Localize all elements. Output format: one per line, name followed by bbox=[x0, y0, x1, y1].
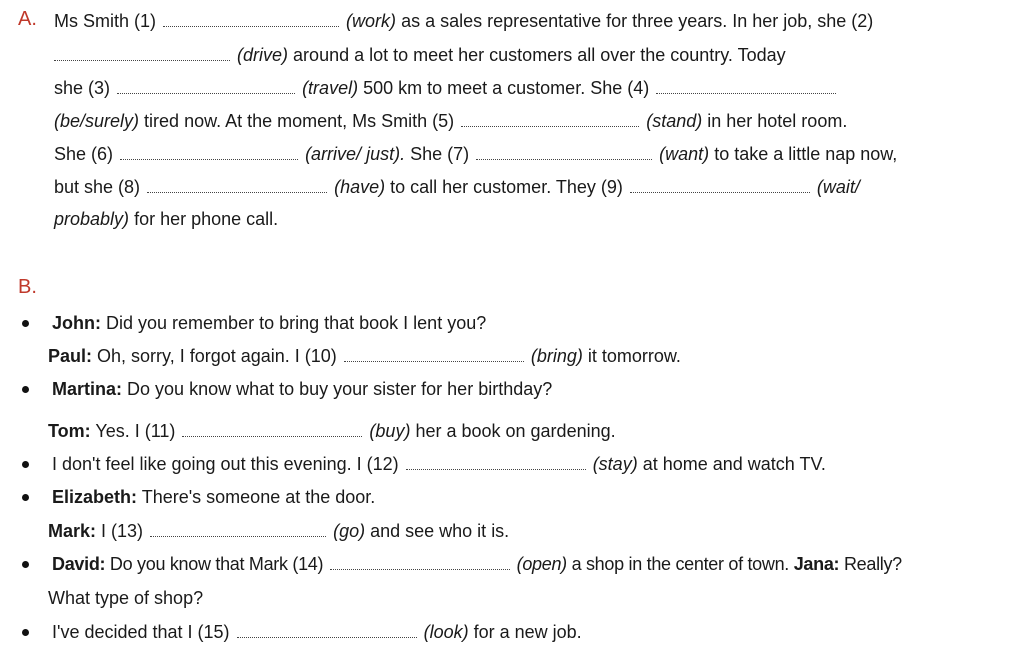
text: Really? bbox=[843, 554, 902, 574]
verb-cue-10: (bring) bbox=[530, 346, 583, 366]
text: Do you know that Mark (14) bbox=[109, 554, 324, 574]
verb-cue-1: (work) bbox=[346, 11, 397, 31]
line-b4 bbox=[52, 486, 375, 508]
blank-5[interactable] bbox=[461, 112, 639, 127]
line-b6 bbox=[52, 621, 582, 643]
text: Did you remember to bring that book I lent you? bbox=[106, 313, 487, 333]
line-b2 bbox=[52, 378, 552, 400]
bullet bbox=[22, 461, 29, 468]
text: Ms Smith (1) bbox=[54, 11, 157, 31]
text: around a lot to meet her customers all over the country. Today bbox=[293, 45, 786, 65]
text: for a new job. bbox=[473, 622, 582, 642]
blank-10[interactable] bbox=[344, 347, 524, 362]
text: she (3) bbox=[54, 78, 111, 98]
line-a2 bbox=[54, 44, 786, 66]
line-b1 bbox=[52, 312, 486, 334]
blank-8[interactable] bbox=[147, 178, 327, 193]
text: to call her customer. They (9) bbox=[390, 177, 623, 197]
line-b3 bbox=[52, 453, 826, 475]
text: in her hotel room. bbox=[707, 111, 848, 131]
text: but she (8) bbox=[54, 177, 141, 197]
text: Oh, sorry, I forgot again. I (10) bbox=[97, 346, 337, 366]
text: 500 km to meet a customer. She (4) bbox=[363, 78, 650, 98]
text: I (13) bbox=[101, 521, 144, 541]
verb-cue-9-cont: probably) bbox=[54, 209, 130, 229]
bullet bbox=[22, 561, 29, 568]
verb-cue-14: (open) bbox=[516, 554, 567, 574]
verb-cue-3: (travel) bbox=[302, 78, 359, 98]
speaker-john: John: bbox=[52, 313, 101, 333]
verb-cue-11: (buy) bbox=[369, 421, 411, 441]
text: I don't feel like going out this evening. I (12) bbox=[52, 454, 399, 474]
verb-cue-15: (look) bbox=[423, 622, 469, 642]
line-b1b bbox=[48, 345, 681, 367]
bullet bbox=[22, 386, 29, 393]
verb-cue-12: (stay) bbox=[592, 454, 638, 474]
verb-cue-8: (have) bbox=[334, 177, 386, 197]
text: What type of shop? bbox=[48, 588, 204, 608]
speaker-elizabeth: Elizabeth: bbox=[52, 487, 138, 507]
verb-cue-7: (want) bbox=[659, 144, 710, 164]
text: it tomorrow. bbox=[587, 346, 681, 366]
text: her a book on gardening. bbox=[415, 421, 616, 441]
verb-cue-13: (go) bbox=[333, 521, 366, 541]
bullet bbox=[22, 494, 29, 501]
line-a7 bbox=[54, 208, 278, 230]
line-b2b bbox=[48, 420, 616, 442]
verb-cue-4: (be/surely) bbox=[54, 111, 140, 131]
verb-cue-6: (arrive/ just). bbox=[305, 144, 406, 164]
blank-12[interactable] bbox=[406, 455, 586, 470]
blank-3[interactable] bbox=[117, 79, 295, 94]
line-a5 bbox=[54, 143, 897, 165]
line-b5 bbox=[52, 553, 902, 575]
verb-cue-9: (wait/ bbox=[816, 177, 860, 197]
text: at home and watch TV. bbox=[642, 454, 826, 474]
blank-1[interactable] bbox=[163, 12, 339, 27]
text: She (6) bbox=[54, 144, 114, 164]
line-b4b bbox=[48, 520, 509, 542]
blank-15[interactable] bbox=[237, 623, 417, 638]
text: She (7) bbox=[410, 144, 470, 164]
text: a shop in the center of town. bbox=[571, 554, 790, 574]
blank-14[interactable] bbox=[330, 555, 510, 570]
blank-9[interactable] bbox=[630, 178, 810, 193]
line-a6 bbox=[54, 176, 860, 198]
line-a4 bbox=[54, 110, 847, 132]
line-a1 bbox=[54, 10, 873, 32]
blank-11[interactable] bbox=[182, 422, 362, 437]
blank-2[interactable] bbox=[54, 46, 230, 61]
blank-6[interactable] bbox=[120, 145, 298, 160]
text: for her phone call. bbox=[134, 209, 279, 229]
line-a3 bbox=[54, 77, 838, 99]
text: Yes. I (11) bbox=[95, 421, 176, 441]
section-a-label: A. bbox=[18, 8, 37, 30]
speaker-paul: Paul: bbox=[48, 346, 93, 366]
speaker-tom: Tom: bbox=[48, 421, 91, 441]
text: There's someone at the door. bbox=[141, 487, 376, 507]
speaker-jana: Jana: bbox=[793, 554, 840, 574]
verb-cue-2: (drive) bbox=[237, 45, 289, 65]
text: I've decided that I (15) bbox=[52, 622, 230, 642]
bullet bbox=[22, 320, 29, 327]
line-b5b bbox=[48, 587, 203, 609]
bullet bbox=[22, 629, 29, 636]
text: to take a little nap now, bbox=[714, 144, 898, 164]
section-b-label: B. bbox=[18, 276, 37, 298]
text: tired now. At the moment, Ms Smith (5) bbox=[144, 111, 455, 131]
text: and see who it is. bbox=[370, 521, 510, 541]
speaker-mark: Mark: bbox=[48, 521, 97, 541]
speaker-martina: Martina: bbox=[52, 379, 123, 399]
text: Do you know what to buy your sister for her birthday? bbox=[127, 379, 553, 399]
blank-7[interactable] bbox=[476, 145, 652, 160]
blank-4[interactable] bbox=[656, 79, 836, 94]
speaker-david: David: bbox=[52, 554, 106, 574]
blank-13[interactable] bbox=[150, 522, 326, 537]
text: as a sales representative for three years. In her job, she (2) bbox=[401, 11, 874, 31]
verb-cue-5: (stand) bbox=[646, 111, 703, 131]
